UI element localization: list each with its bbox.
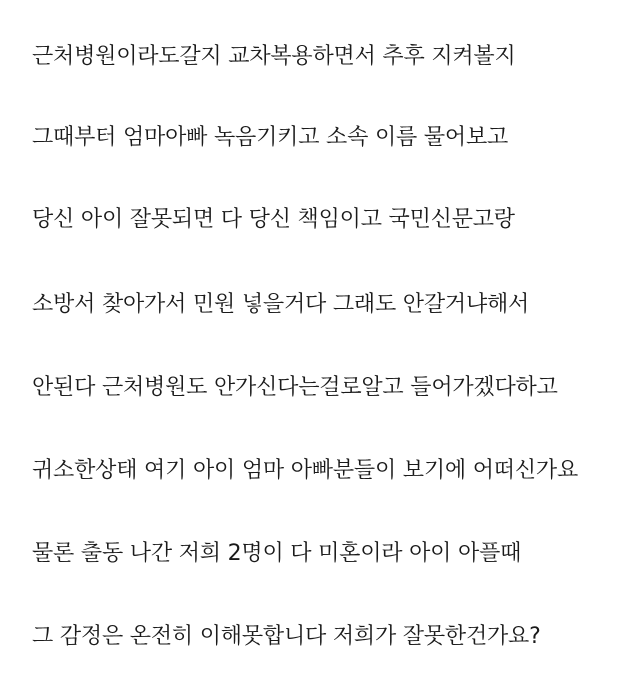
text-line: 물론 출동 나간 저희 2명이 다 미혼이라 아이 아플때 xyxy=(32,541,522,566)
text-line: 근처병원이라도갈지 교차복용하면서 추후 지켜볼지 xyxy=(32,44,516,69)
text-line: 소방서 찾아가서 민원 넣을거다 그래도 안갈거냐해서 xyxy=(32,292,530,317)
text-line: 당신 아이 잘못되면 다 당신 책임이고 국민신문고랑 xyxy=(32,207,515,232)
text-line: 귀소한상태 여기 아이 엄마 아빠분들이 보기에 어떠신가요 xyxy=(32,458,579,483)
text-line: 그때부터 엄마아빠 녹음기키고 소속 이름 물어보고 xyxy=(32,125,509,150)
text-line: 그 감정은 온전히 이해못합니다 저희가 잘못한건가요? xyxy=(32,624,541,649)
text-line: 안된다 근처병원도 안가신다는걸로알고 들어가겠다하고 xyxy=(32,375,558,400)
